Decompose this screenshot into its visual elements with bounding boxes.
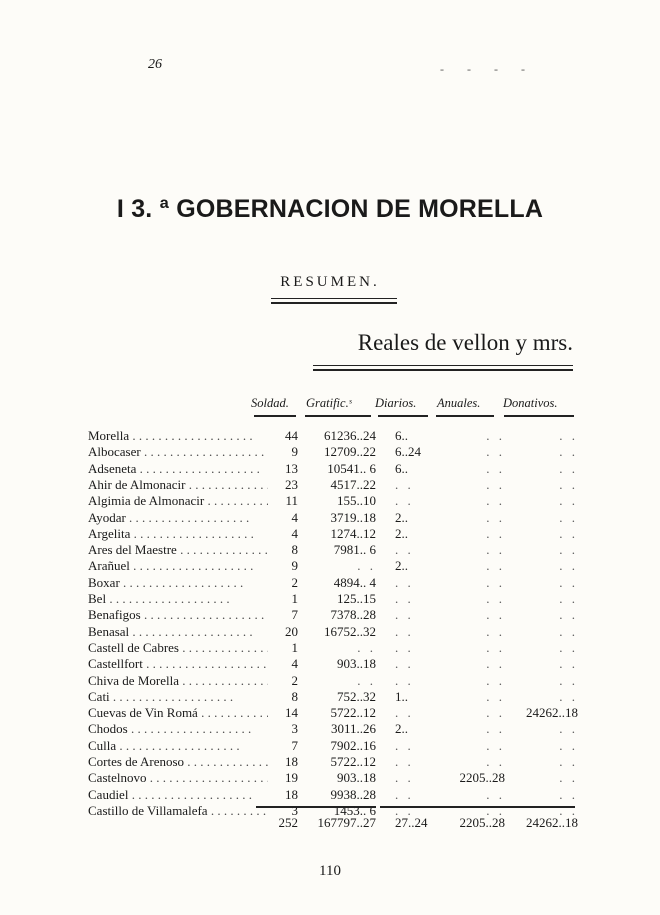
row-gratific: 1453.. 6 [333, 802, 376, 818]
table-row [0, 640, 660, 657]
section-subtitle: RESUMEN. [280, 274, 380, 290]
row-donativos: . . [559, 476, 578, 492]
total-soldad: 252 [278, 815, 298, 830]
row-donativos: . . [559, 509, 578, 525]
total-gratific: 167797..27 [317, 815, 376, 830]
row-soldad: 1 [291, 639, 298, 655]
row-gratific: 5722..12 [330, 754, 376, 769]
row-anuales: . . [486, 754, 505, 769]
column-header-gratific: Gratific.ˢ [306, 396, 352, 410]
row-donativos: . . [559, 737, 578, 753]
row-donativos: . . [559, 786, 578, 802]
row-diarios: . . [395, 737, 414, 753]
row-anuales: . . [486, 460, 505, 476]
row-donativos: . . [559, 444, 578, 460]
row-diarios: 6.. [395, 428, 408, 443]
table-row [0, 461, 660, 478]
table-row [0, 558, 660, 575]
table-row [0, 477, 660, 494]
row-donativos: . . [559, 802, 578, 818]
row-donativos: . . [559, 542, 578, 558]
row-anuales: . . [486, 672, 505, 688]
table-row [0, 444, 660, 461]
row-anuales: . . [486, 802, 505, 818]
row-diarios: . . [395, 591, 414, 606]
row-diarios: 6.. [395, 460, 408, 476]
row-diarios: 2.. [395, 509, 408, 525]
row-anuales: . . [486, 476, 505, 492]
row-anuales: . . [486, 656, 505, 672]
row-name: Benasal . . . [88, 624, 268, 640]
table-row [0, 428, 660, 445]
page-number: 26 [148, 57, 162, 72]
row-gratific: 9938..28 [330, 786, 376, 802]
row-anuales: . . [486, 607, 505, 623]
row-diarios: . . [395, 476, 414, 492]
column-header-diarios: Diarios. [375, 396, 417, 410]
row-diarios: . . [395, 607, 414, 623]
row-donativos: . . [559, 591, 578, 606]
row-diarios: . . [395, 705, 414, 721]
row-donativos: . . [559, 428, 578, 443]
row-soldad: 13 [285, 460, 298, 476]
column-header-soldad: Soldad. [251, 396, 289, 410]
table-row [0, 787, 660, 804]
row-anuales: . . [486, 591, 505, 606]
row-gratific: 7902..16 [330, 737, 376, 753]
row-soldad: 2 [291, 672, 298, 688]
row-soldad: 9 [291, 558, 298, 574]
row-name: Bel . . . [88, 591, 268, 607]
row-anuales: . . [486, 737, 505, 753]
column-header-donativos: Donativos. [503, 396, 558, 410]
total-anuales: 2205..28 [459, 815, 505, 830]
row-anuales: . . [486, 705, 505, 721]
row-soldad: 8 [291, 688, 298, 704]
row-name: Castelnovo . . . [88, 770, 268, 786]
table-row [0, 770, 660, 787]
row-gratific: 4894.. 4 [333, 574, 376, 590]
row-diarios: . . [395, 542, 414, 558]
row-diarios: . . [395, 770, 414, 786]
table-row [0, 607, 660, 624]
total-diarios: 27..24 [395, 815, 428, 830]
row-gratific: 7981.. 6 [333, 542, 376, 558]
row-anuales: . . [486, 493, 505, 509]
row-diarios: . . [395, 672, 414, 688]
page-title: I 3. ª GOBERNACION DE MORELLA [116, 195, 544, 223]
row-gratific: 125..15 [337, 591, 376, 606]
row-name: Albocaser . . . [88, 444, 268, 460]
row-diarios: . . [395, 802, 414, 818]
row-gratific: 4517..22 [330, 476, 376, 492]
row-gratific: . . [357, 672, 376, 688]
row-gratific: 7378..28 [330, 607, 376, 623]
row-name: Ares del Maestre . . . [88, 542, 268, 558]
row-gratific: . . [357, 558, 376, 574]
row-diarios: . . [395, 656, 414, 672]
row-anuales: . . [486, 525, 505, 541]
column-rule-diarios [378, 415, 428, 417]
row-anuales: . . [486, 509, 505, 525]
row-gratific: 61236..24 [324, 428, 376, 443]
row-gratific: 155..10 [337, 493, 376, 509]
row-name: Castellfort . . . [88, 656, 268, 672]
row-anuales: . . [486, 786, 505, 802]
row-soldad: 18 [285, 754, 298, 769]
row-gratific: 16752..32 [324, 623, 376, 639]
row-diarios: 2.. [395, 525, 408, 541]
row-name: Ayodar . . . [88, 510, 268, 526]
row-name: Cati . . . [88, 689, 268, 705]
row-donativos: . . [559, 754, 578, 769]
row-name: Caudiel . . . [88, 787, 268, 803]
row-diarios: . . [395, 574, 414, 590]
row-name: Cortes de Arenoso . . . [88, 754, 268, 770]
row-gratific: 903..18 [337, 770, 376, 786]
row-anuales: . . [486, 688, 505, 704]
row-name: Boxar . . . [88, 575, 268, 591]
row-donativos: . . [559, 672, 578, 688]
row-name: Benafigos . . . [88, 607, 268, 623]
row-gratific: 903..18 [337, 656, 376, 672]
table-row [0, 591, 660, 608]
table-row [0, 624, 660, 641]
table-row [0, 705, 660, 722]
column-rule-anuales [436, 415, 494, 417]
total-rule-right [380, 806, 575, 808]
table-row [0, 575, 660, 592]
column-header-anuales: Anuales. [437, 396, 481, 410]
row-donativos: . . [559, 558, 578, 574]
row-anuales: . . [486, 721, 505, 737]
row-soldad: 2 [291, 574, 298, 590]
row-gratific: 5722..12 [330, 705, 376, 721]
row-soldad: 7 [291, 607, 298, 623]
row-soldad: 3 [291, 802, 298, 818]
table-row [0, 510, 660, 527]
total-donativos: 24262..18 [526, 815, 578, 830]
column-rule-soldad [254, 415, 296, 417]
row-anuales: . . [486, 574, 505, 590]
row-diarios: 6..24 [395, 444, 421, 460]
table-row [0, 754, 660, 771]
row-gratific: 10541.. 6 [327, 460, 376, 476]
row-name: Algimia de Almonacir . . . [88, 493, 268, 509]
row-donativos: 24262..18 [526, 705, 578, 721]
table-row [0, 738, 660, 755]
row-donativos: . . [559, 721, 578, 737]
row-gratific: 3719..18 [330, 509, 376, 525]
row-gratific: 12709..22 [324, 444, 376, 460]
row-name: Ahir de Almonacir . . . [88, 477, 268, 493]
footer-page-number: 110 [319, 863, 341, 879]
row-donativos: . . [559, 656, 578, 672]
row-anuales: . . [486, 542, 505, 558]
row-name: Castillo de Villamalefa . . . [88, 803, 268, 819]
row-soldad: 14 [285, 705, 298, 721]
row-anuales: 2205..28 [459, 770, 505, 786]
table-row [0, 542, 660, 559]
row-soldad: 19 [285, 770, 298, 786]
row-gratific: 3011..26 [330, 721, 376, 737]
column-rule-donativos [504, 415, 574, 417]
table-row [0, 656, 660, 673]
table-row [0, 721, 660, 738]
row-anuales: . . [486, 639, 505, 655]
row-diarios: 2.. [395, 558, 408, 574]
row-diarios: . . [395, 493, 414, 509]
row-donativos: . . [559, 574, 578, 590]
row-name: Argelita . . . [88, 526, 268, 542]
row-soldad: 9 [291, 444, 298, 460]
row-anuales: . . [486, 558, 505, 574]
row-soldad: 8 [291, 542, 298, 558]
row-name: Culla . . . [88, 738, 268, 754]
row-donativos: . . [559, 525, 578, 541]
row-anuales: . . [486, 428, 505, 443]
row-diarios: . . [395, 639, 414, 655]
row-soldad: 4 [291, 509, 298, 525]
row-gratific: 752..32 [337, 688, 376, 704]
totals-row [0, 815, 660, 833]
units-rule [313, 365, 573, 366]
row-name: Morella . . . [88, 428, 268, 444]
row-soldad: 1 [291, 591, 298, 606]
row-gratific: 1274..12 [330, 525, 376, 541]
subtitle-rule [271, 298, 397, 299]
row-soldad: 7 [291, 737, 298, 753]
row-diarios: . . [395, 623, 414, 639]
row-soldad: 11 [285, 493, 298, 509]
table-row [0, 493, 660, 510]
table-row [0, 689, 660, 706]
subtitle-rule-thick [271, 302, 397, 304]
row-donativos: . . [559, 493, 578, 509]
table-row [0, 673, 660, 690]
row-anuales: . . [486, 623, 505, 639]
row-name: Chiva de Morella . . . [88, 673, 268, 689]
row-name: Arañuel . . . [88, 558, 268, 574]
row-name: Castell de Cabres . . . [88, 640, 268, 656]
header-marks: - - - - [440, 62, 535, 76]
row-anuales: . . [486, 444, 505, 460]
row-diarios: . . [395, 786, 414, 802]
row-donativos: . . [559, 688, 578, 704]
row-soldad: 44 [285, 428, 298, 443]
row-donativos: . . [559, 607, 578, 623]
row-soldad: 18 [285, 786, 298, 802]
row-soldad: 20 [285, 623, 298, 639]
row-name: Chodos . . . [88, 721, 268, 737]
row-soldad: 4 [291, 525, 298, 541]
row-soldad: 3 [291, 721, 298, 737]
row-name: Adseneta . . . [88, 461, 268, 477]
row-donativos: . . [559, 770, 578, 786]
row-name: Cuevas de Vin Romá . . . [88, 705, 268, 721]
row-gratific: . . [357, 639, 376, 655]
row-diarios: 1.. [395, 688, 408, 704]
row-donativos: . . [559, 639, 578, 655]
row-soldad: 4 [291, 656, 298, 672]
row-diarios: . . [395, 754, 414, 769]
row-diarios: 2.. [395, 721, 408, 737]
row-donativos: . . [559, 623, 578, 639]
table-row [0, 526, 660, 543]
total-rule-left [256, 806, 376, 808]
row-donativos: . . [559, 460, 578, 476]
row-soldad: 23 [285, 476, 298, 492]
units-heading: Reales de vellon y mrs. [357, 330, 573, 355]
units-rule-thick [313, 369, 573, 371]
column-rule-gratific [305, 415, 371, 417]
